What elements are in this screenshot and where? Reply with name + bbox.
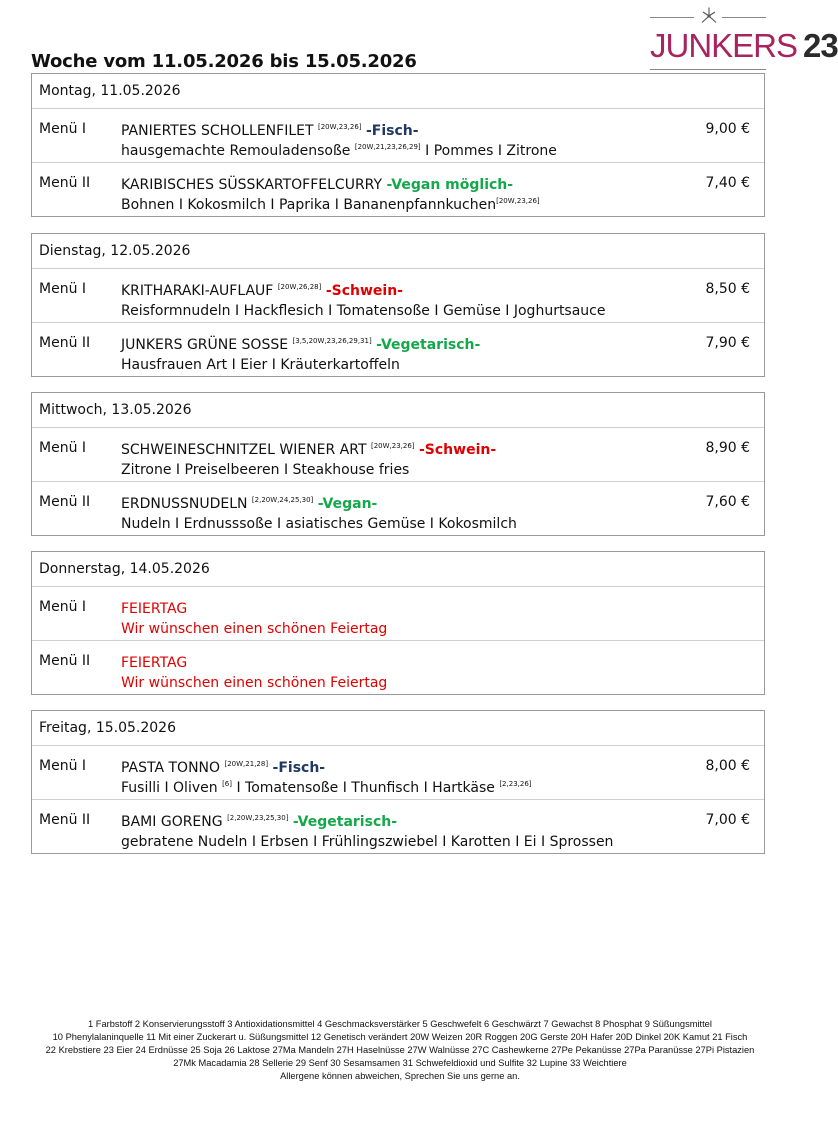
day-header: Dienstag, 12.05.2026 bbox=[32, 234, 764, 269]
allergen-codes: [20W,21,28] bbox=[224, 760, 269, 768]
allergen-codes: [20W,23,26] bbox=[496, 197, 540, 205]
menu-description bbox=[121, 121, 691, 161]
menu-description bbox=[121, 335, 691, 375]
menu-row bbox=[32, 109, 764, 162]
menu-price: 9,00 € bbox=[705, 121, 750, 137]
menu-row bbox=[32, 799, 764, 853]
legend-line: 22 Krebstiere 23 Eier 24 Erdnüsse 25 Soja 26 Laktose 27Ma Mandeln 27H Haselnüsse 27W Walnüsse 27C Cashewkerne 27Pe Pekanüsse 27Pa Paranüsse 27Pi Pistazien bbox=[45, 1045, 755, 1055]
day-tuesday bbox=[31, 233, 765, 377]
day-wednesday bbox=[31, 392, 765, 536]
menu-row bbox=[32, 428, 764, 481]
menu-description bbox=[121, 494, 691, 534]
allergen-codes: [2,23,26] bbox=[499, 780, 532, 788]
dish-name: BAMI GORENG bbox=[121, 814, 223, 830]
diet-tag: -Fisch- bbox=[272, 760, 326, 776]
logo-rule-left bbox=[650, 17, 694, 18]
allergen-codes: [20W,23,26] bbox=[370, 442, 415, 450]
holiday-title: FEIERTAG bbox=[121, 655, 188, 671]
menu-label: Menü II bbox=[39, 494, 91, 510]
menu-label: Menü II bbox=[39, 812, 91, 828]
allergen-codes: [2,20W,23,25,30] bbox=[227, 814, 289, 822]
dish-name: PANIERTES SCHOLLENFILET bbox=[121, 123, 314, 139]
menu-description bbox=[121, 599, 691, 639]
legend-line: 1 Farbstoff 2 Konservierungsstoff 3 Antioxidationsmittel 4 Geschmacksverstärker 5 Geschwefelt 6 Geschwärzt 7 Gewachst 8 Phosphat 9 Süßungsmittel bbox=[88, 1019, 712, 1029]
dish-sides: Reisformnudeln I Hackflesich I Tomatensoße I Gemüse I Joghurtsauce bbox=[121, 303, 606, 319]
menu-row bbox=[32, 269, 764, 322]
day-monday bbox=[31, 73, 765, 217]
menu-description bbox=[121, 758, 691, 798]
diet-tag: -Vegetarisch- bbox=[292, 814, 398, 830]
allergen-codes: [20W,26,28] bbox=[277, 283, 322, 291]
dish-name: ERDNUSSNUDELN bbox=[121, 496, 248, 512]
logo-rule-right bbox=[722, 17, 766, 18]
logo-wordmark bbox=[650, 26, 838, 66]
menu-row bbox=[32, 322, 764, 376]
day-header: Donnerstag, 14.05.2026 bbox=[32, 552, 764, 587]
dish-name: PASTA TONNO bbox=[121, 760, 221, 776]
menu-description bbox=[121, 812, 691, 852]
legend-note: Allergene können abweichen, Sprechen Sie uns gerne an. bbox=[280, 1071, 520, 1081]
day-header: Mittwoch, 13.05.2026 bbox=[32, 393, 764, 428]
dish-sides: Hausfrauen Art I Eier I Kräuterkartoffeln bbox=[121, 357, 400, 373]
logo-underline bbox=[650, 69, 766, 70]
allergen-codes: [3,5,20W,23,26,29,31] bbox=[292, 337, 372, 345]
diet-tag: -Schwein- bbox=[418, 442, 497, 458]
menu-price: 8,00 € bbox=[705, 758, 750, 774]
allergen-codes: [20W,23,26] bbox=[317, 123, 362, 131]
menu-price: 7,90 € bbox=[705, 335, 750, 351]
menu-label: Menü I bbox=[39, 599, 87, 615]
menu-price: 7,40 € bbox=[705, 175, 750, 191]
day-friday bbox=[31, 710, 765, 854]
logo-name: JUNKERS bbox=[650, 27, 798, 64]
menu-price: 8,50 € bbox=[705, 281, 750, 297]
allergen-codes: [20W,21,23,26,29] bbox=[354, 143, 421, 151]
diet-tag: -Vegan- bbox=[317, 496, 378, 512]
legend-line: 27Mk Macadamia 28 Sellerie 29 Senf 30 Sesamsamen 31 Schwefeldioxid und Sulfite 32 Lupine 33 Weichtiere bbox=[173, 1058, 627, 1068]
dish-name: KRITHARAKI-AUFLAUF bbox=[121, 283, 274, 299]
menu-label: Menü I bbox=[39, 121, 87, 137]
diet-tag: -Schwein- bbox=[325, 283, 403, 299]
menu-description bbox=[121, 653, 691, 693]
dish-sides: Zitrone I Preiselbeeren I Steakhouse fries bbox=[121, 462, 410, 478]
menu-label: Menü II bbox=[39, 175, 91, 191]
menu-price: 7,00 € bbox=[705, 812, 750, 828]
menu-description bbox=[121, 281, 691, 321]
diet-tag: -Vegetarisch- bbox=[376, 337, 481, 353]
menu-description bbox=[121, 440, 691, 480]
menu-row bbox=[32, 640, 764, 694]
dish-name: KARIBISCHES SÜSSKARTOFFELCURRY bbox=[121, 177, 383, 193]
diet-tag: -Fisch- bbox=[366, 123, 419, 139]
dish-sides: hausgemachte Remouladensoße [20W,21,23,26,29] I Pommes I Zitrone bbox=[121, 143, 557, 159]
allergen-legend bbox=[0, 1018, 800, 1083]
menu-row bbox=[32, 162, 764, 216]
menu-description bbox=[121, 175, 691, 215]
dish-sides: Bohnen I Kokosmilch I Paprika I Bananenpfannkuchen[20W,23,26] bbox=[121, 197, 540, 213]
day-thursday bbox=[31, 551, 765, 695]
dish-sides: gebratene Nudeln I Erbsen I Frühlingszwiebel I Karotten I Ei I Sprossen bbox=[121, 834, 614, 850]
holiday-message: Wir wünschen einen schönen Feiertag bbox=[121, 621, 388, 637]
menu-label: Menü II bbox=[39, 335, 91, 351]
holiday-title: FEIERTAG bbox=[121, 601, 188, 617]
menu-label: Menü II bbox=[39, 653, 91, 669]
menu-price: 8,90 € bbox=[705, 440, 750, 456]
day-header: Montag, 11.05.2026 bbox=[32, 74, 764, 109]
day-header: Freitag, 15.05.2026 bbox=[32, 711, 764, 746]
propeller-cross-icon bbox=[699, 6, 719, 26]
menu-row bbox=[32, 481, 764, 535]
dish-sides: Fusilli I Oliven [6] I Tomatensoße I Thunfisch I Hartkäse [2,23,26] bbox=[121, 780, 532, 796]
dish-name: SCHWEINESCHNITZEL WIENER ART bbox=[121, 442, 367, 458]
allergen-codes: [2,20W,24,25,30] bbox=[251, 496, 314, 504]
holiday-message: Wir wünschen einen schönen Feiertag bbox=[121, 675, 388, 691]
dish-name: JUNKERS GRÜNE SOSSE bbox=[121, 337, 289, 353]
menu-row bbox=[32, 587, 764, 640]
menu-label: Menü I bbox=[39, 758, 87, 774]
menu-label: Menü I bbox=[39, 281, 87, 297]
logo-number: 23 bbox=[803, 27, 838, 64]
dish-sides: Nudeln I Erdnusssoße I asiatisches Gemüse I Kokosmilch bbox=[121, 516, 517, 532]
week-title: Woche vom 11.05.2026 bis 15.05.2026 bbox=[31, 51, 417, 72]
menu-price: 7,60 € bbox=[705, 494, 750, 510]
brand-logo bbox=[648, 4, 838, 68]
diet-tag: -Vegan möglich- bbox=[386, 177, 514, 193]
allergen-codes: [6] bbox=[222, 780, 232, 788]
legend-line: 10 Phenylalaninquelle 11 Mit einer Zuckerart u. Süßungsmittel 12 Genetisch verändert 20W Weizen 20R Roggen 20G Gerste 20H Hafer 20D Dinkel 20K Kamut 21 Fisch bbox=[52, 1032, 748, 1042]
menu-label: Menü I bbox=[39, 440, 87, 456]
menu-row bbox=[32, 746, 764, 799]
